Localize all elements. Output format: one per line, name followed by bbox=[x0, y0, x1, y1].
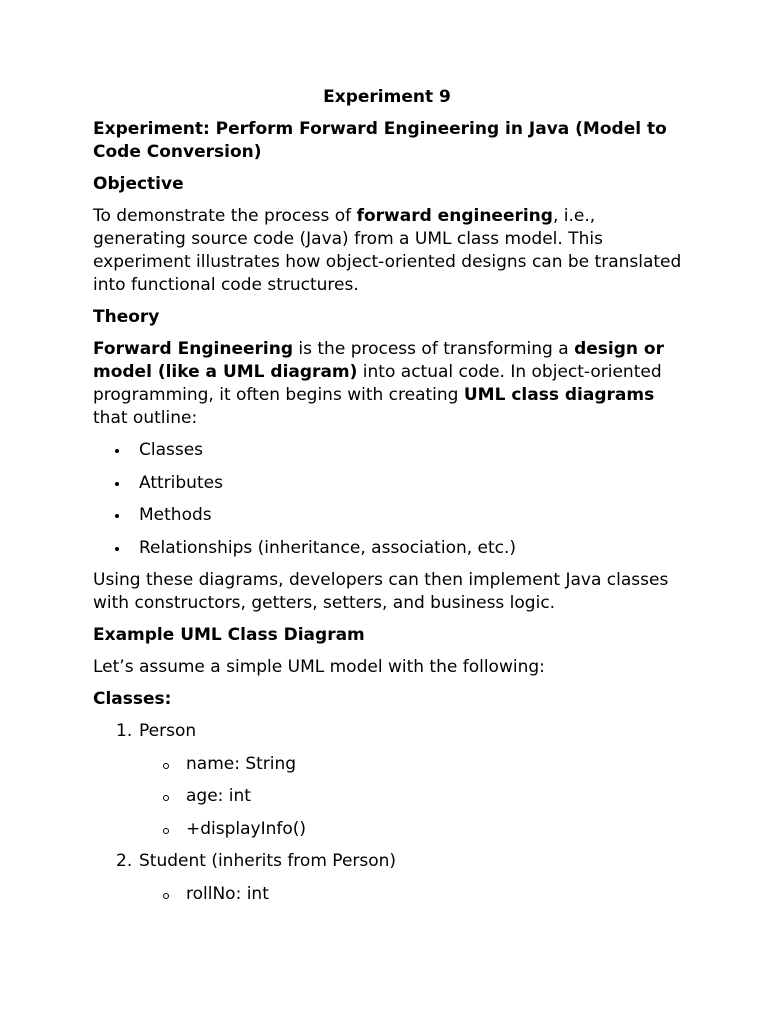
member-text: age: int bbox=[186, 786, 251, 806]
objective-text-2: , i.e., generating source code (Java) from a UML class model. This experiment illustrates how object-oriented designs can be translated into functional code structures. bbox=[93, 206, 682, 295]
member-text: +displayInfo() bbox=[186, 818, 307, 839]
objective-text-1: To demonstrate the process of bbox=[93, 206, 357, 226]
bullet-text: Methods bbox=[139, 505, 212, 525]
class-line bbox=[93, 720, 683, 743]
member-text: name: String bbox=[186, 753, 297, 774]
theory-text-3: that outline: bbox=[93, 408, 198, 428]
class-line bbox=[93, 850, 683, 873]
list-item bbox=[93, 818, 683, 841]
objective-heading: Objective bbox=[93, 174, 184, 194]
class-item-student bbox=[93, 850, 683, 906]
theory-bold-2: design or model (like a UML diagram) bbox=[93, 339, 664, 382]
bullet-icon bbox=[115, 547, 119, 551]
example-heading: Example UML Class Diagram bbox=[93, 625, 365, 645]
class-name: Person bbox=[139, 721, 197, 741]
class-number: 2. bbox=[116, 851, 133, 871]
theory-text-1: is the process of transforming a bbox=[293, 339, 575, 359]
theory-bold-1: Forward Engineering bbox=[93, 339, 293, 359]
objective-bold-1: forward engineering bbox=[356, 206, 553, 226]
bullet-icon bbox=[115, 449, 119, 453]
objective-paragraph bbox=[93, 205, 683, 297]
document-body bbox=[93, 86, 683, 915]
member-text: rollNo: int bbox=[186, 883, 269, 904]
experiment-heading: Experiment: Perform Forward Engineering in Java (Model to Code Conversion) bbox=[93, 119, 667, 162]
classes-heading: Classes: bbox=[93, 689, 172, 709]
class-name: Student (inherits from Person) bbox=[139, 851, 397, 871]
hollow-bullet-icon bbox=[163, 763, 169, 769]
list-item bbox=[93, 504, 683, 527]
list-item bbox=[93, 753, 683, 776]
hollow-bullet-icon bbox=[163, 795, 169, 801]
bullet-icon bbox=[115, 514, 119, 518]
bullet-text: Classes bbox=[139, 440, 204, 460]
theory-paragraph bbox=[93, 338, 683, 430]
theory-text-2: into actual code. In object-oriented programming, it often begins with creating bbox=[93, 362, 662, 405]
bullet-text: Attributes bbox=[139, 472, 223, 493]
page-title: Experiment 9 bbox=[323, 87, 451, 107]
theory-closing-paragraph: Using these diagrams, developers can then implement Java classes with constructors, getters, setters, and business logic. bbox=[93, 570, 669, 613]
list-item bbox=[93, 472, 683, 495]
hollow-bullet-icon bbox=[163, 828, 169, 834]
theory-bullet-list bbox=[93, 439, 683, 560]
bullet-text: Relationships (inheritance, association, etc.) bbox=[139, 537, 517, 558]
list-item bbox=[93, 785, 683, 808]
class-members-list bbox=[93, 883, 683, 906]
theory-heading: Theory bbox=[93, 307, 160, 327]
bullet-icon bbox=[115, 482, 119, 486]
class-item-person bbox=[93, 720, 683, 841]
example-intro: Let’s assume a simple UML model with the following: bbox=[93, 657, 545, 677]
class-number: 1. bbox=[116, 721, 133, 741]
class-members-list bbox=[93, 753, 683, 841]
hollow-bullet-icon bbox=[163, 893, 169, 899]
theory-bold-3: UML class diagrams bbox=[463, 385, 655, 405]
list-item bbox=[93, 883, 683, 906]
list-item bbox=[93, 439, 683, 462]
list-item bbox=[93, 537, 683, 560]
classes-list bbox=[93, 720, 683, 906]
